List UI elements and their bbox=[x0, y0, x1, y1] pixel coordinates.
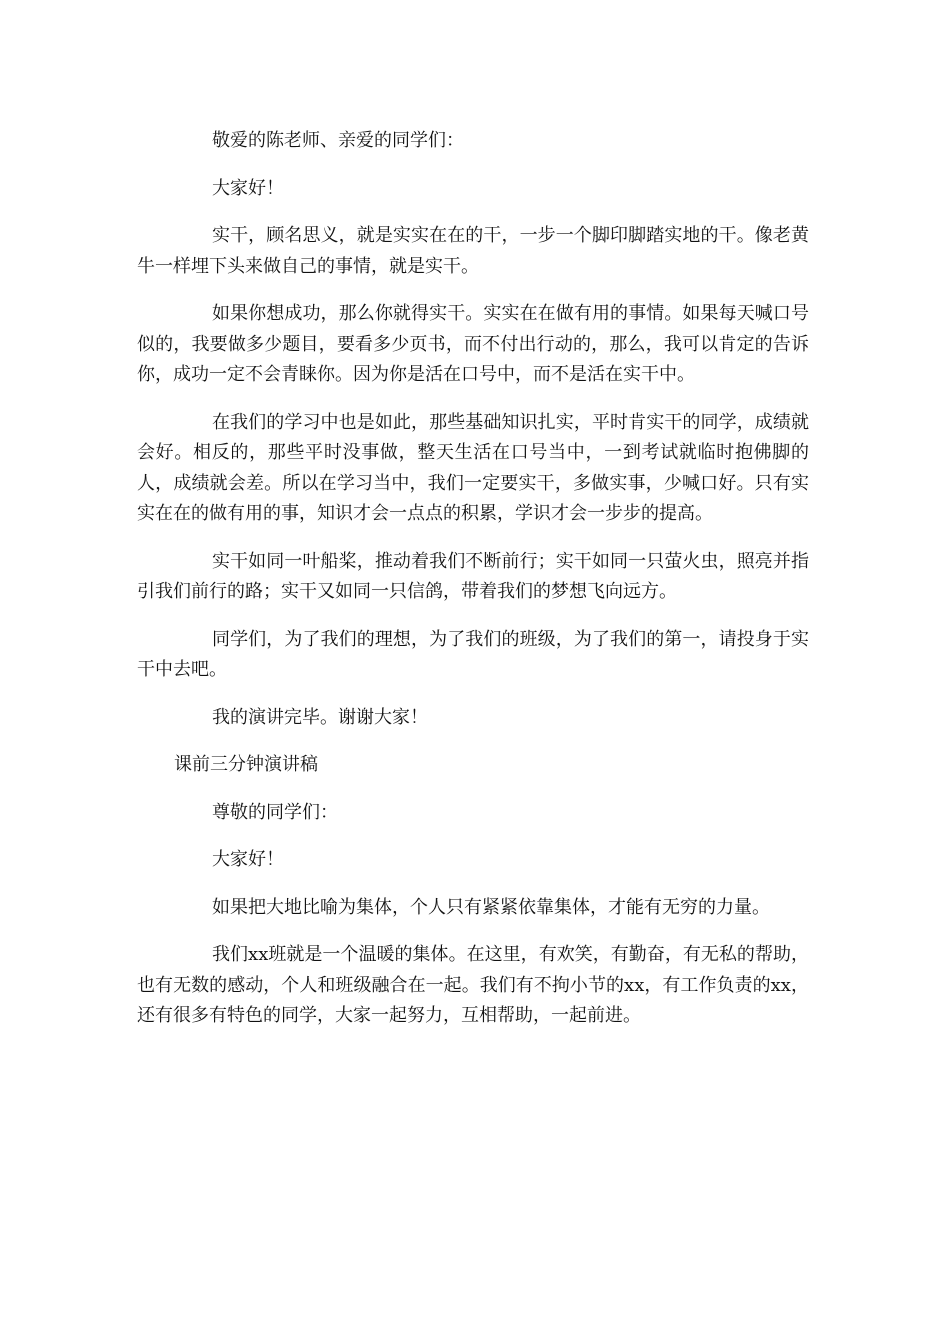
document-body bbox=[137, 126, 809, 1049]
salutation: 敬爱的陈老师、亲爱的同学们： bbox=[212, 130, 464, 151]
body-paragraph: 在我们的学习中也是如此，那些基础知识扎实，平时肯实干的同学，成绩就会好。相反的，那些平时没事做，整天生活在口号当中，一到考试就临时抱佛脚的人，成绩就会差。所以在学习当中，我们一定要实干，多做实事，少喊口好。只有实实在在的做有用的事，知识才会一点点的积累，学识才会一步步的提高。 bbox=[137, 411, 809, 524]
greeting: 大家好！ bbox=[212, 177, 284, 199]
body-paragraph: 如果你想成功，那么你就得实干。实实在在做有用的事情。如果每天喊口号似的，我要做多少题目，要看多少页书，而不付出行动的，那么，我可以肯定的告诉你，成功一定不会青睐你。因为你是活在口号中，而不是活在实干中。 bbox=[137, 303, 809, 385]
body-paragraph: 同学们，为了我们的理想，为了我们的班级，为了我们的第一，请投身于实干中去吧。 bbox=[137, 628, 809, 680]
salutation: 尊敬的同学们： bbox=[212, 801, 338, 823]
closing: 我的演讲完毕。谢谢大家！ bbox=[212, 706, 428, 728]
body-paragraph: 我们xx班就是一个温暖的集体。在这里，有欢笑，有勤奋，有无私的帮助，也有无数的感动，个人和班级融合在一起。我们有不拘小节的xx，有工作负责的xx，还有很多有特色的同学，大家一起努力，互相帮助，一起前进。 bbox=[137, 944, 809, 1026]
greeting: 大家好！ bbox=[212, 849, 284, 870]
body-paragraph: 实干，顾名思义，就是实实在在的干，一步一个脚印脚踏实地的干。像老黄牛一样埋下头来做自己的事情，就是实干。 bbox=[137, 225, 809, 277]
body-paragraph: 实干如同一叶船桨，推动着我们不断前行；实干如同一只萤火虫，照亮并指引我们前行的路；实干又如同一只信鸽，带着我们的梦想飞向远方。 bbox=[137, 550, 809, 602]
body-paragraph: 如果把大地比喻为集体，个人只有紧紧依靠集体，才能有无穷的力量。 bbox=[212, 896, 770, 918]
section-title: 课前三分钟演讲稿 bbox=[174, 754, 318, 775]
